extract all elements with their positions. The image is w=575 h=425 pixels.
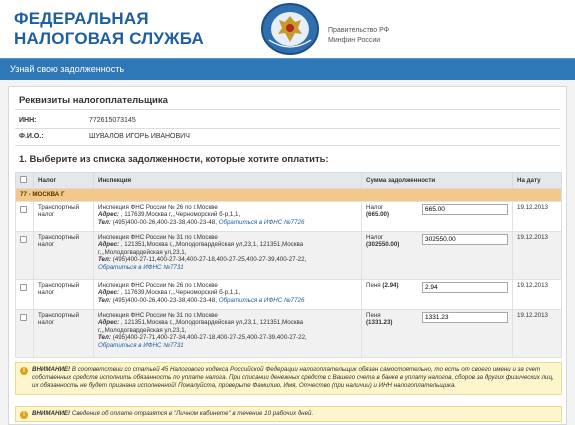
- warning-lead: ВНИМАНИЕ!: [32, 410, 71, 417]
- row-checkbox[interactable]: [20, 236, 27, 243]
- address-label: Адрес:: [98, 211, 120, 218]
- row-select-cell: [16, 201, 34, 231]
- inspection-name: Инспекция ФНС России № 31 по г.Москве: [98, 311, 218, 319]
- step-title: 1. Выберите из списка задолженности, которые хотите оплатить:: [19, 154, 329, 165]
- divider: [15, 109, 560, 110]
- sum-type: Пеня: [366, 311, 381, 319]
- payment-amount-input[interactable]: [422, 282, 508, 293]
- warning-text: Сведения об оплате отразятся в "Личном кабинете" в течение 10 рабочих дней.: [71, 410, 314, 417]
- divider: [15, 145, 560, 146]
- sum-cell: [362, 231, 513, 279]
- row-select-cell: [16, 279, 34, 309]
- tax-name: Транспортный налог: [34, 201, 94, 231]
- divider: [15, 128, 560, 129]
- site-logo-text[interactable]: [14, 9, 204, 49]
- table-row: [16, 201, 562, 231]
- sum-type: Налог: [366, 203, 384, 211]
- tel-label: Тел:: [98, 296, 111, 304]
- warning-icon: !: [20, 367, 28, 375]
- sum-amount: (2.94): [382, 281, 399, 289]
- table-row: [16, 309, 562, 357]
- select-all-checkbox[interactable]: [20, 176, 27, 183]
- row-select-cell: [16, 309, 34, 357]
- sum-amount: (665.00): [366, 211, 390, 218]
- tel-label: Тел:: [98, 218, 111, 226]
- sum-type: Пеня: [366, 281, 381, 289]
- brand-line-1: ФЕДЕРАЛЬНАЯ: [14, 9, 149, 28]
- inn-value: 772615073145: [89, 117, 136, 124]
- table-header-row: [16, 173, 562, 189]
- address-label: Адрес:: [98, 319, 120, 326]
- select-all-header: [16, 173, 34, 189]
- brand-line-2: НАЛОГОВАЯ СЛУЖБА: [14, 29, 204, 48]
- inspection-address: , 121351,Москва г,,,Молодогвардейская ул,23,1, 121351,Москва г,,,Молодогвардейская ул,23,1,: [98, 241, 304, 256]
- inspection-phone: (495)400-00-26,400-23-38,400-23-48,: [112, 218, 217, 226]
- debt-date: 19.12.2013: [513, 201, 562, 231]
- table-row: [16, 231, 562, 279]
- sum-cell: [362, 279, 513, 309]
- payment-amount-input[interactable]: [422, 234, 508, 245]
- government-links: [328, 26, 389, 46]
- region-label: 77 - МОСКВА Г: [16, 189, 562, 202]
- column-header-inspection: Инспекция: [94, 173, 362, 189]
- tax-name: Транспортный налог: [34, 279, 94, 309]
- row-checkbox[interactable]: [20, 284, 27, 291]
- debt-date: 19.12.2013: [513, 279, 562, 309]
- region-row: [16, 189, 562, 202]
- inspection-phone: (495)400-27-11,400-27-34,400-27-18,400-27-25,400-27-39,400-27-22,: [112, 256, 307, 263]
- row-select-cell: [16, 231, 34, 279]
- sum-amount: (302550.00): [366, 241, 400, 248]
- fio-label: Ф.И.О.:: [19, 133, 44, 140]
- contact-inspection-link[interactable]: Обратиться в ИФНС №7726: [218, 218, 305, 226]
- row-checkbox[interactable]: [20, 206, 27, 213]
- column-header-sum: Сумма задолженности: [362, 173, 513, 189]
- inspection-address: , 117639,Москва г,,,Черноморский б-р,1,1,: [120, 289, 241, 296]
- sum-amount: (1331.23): [366, 319, 393, 326]
- site-header: [0, 0, 575, 58]
- inspection-cell: [94, 201, 362, 231]
- inspection-cell: [94, 231, 362, 279]
- inspection-address: , 117639,Москва г,,,Черноморский б-р,1,1,: [120, 211, 241, 218]
- inspection-name: Инспекция ФНС России № 26 по г.Москве: [98, 281, 218, 289]
- address-label: Адрес:: [98, 241, 120, 248]
- column-header-date: На дату: [513, 173, 562, 189]
- service-title-bar: [0, 58, 575, 80]
- sum-type: Налог: [366, 233, 384, 241]
- sum-cell: [362, 309, 513, 357]
- inspection-name: Инспекция ФНС России № 26 по г.Москве: [98, 203, 218, 211]
- sum-cell: [362, 201, 513, 231]
- tax-name: Транспортный налог: [34, 309, 94, 357]
- inspection-name: Инспекция ФНС России № 31 по г.Москве: [98, 233, 218, 241]
- contact-inspection-link[interactable]: Обратиться в ИФНС №7731: [98, 263, 184, 271]
- payment-amount-input[interactable]: [422, 204, 508, 215]
- inspection-cell: [94, 279, 362, 309]
- address-label: Адрес:: [98, 289, 120, 296]
- tax-law-warning: [15, 362, 562, 395]
- debt-date: 19.12.2013: [513, 231, 562, 279]
- tel-label: Тел:: [98, 334, 111, 341]
- warning-text: В соответствии со статьей 45 Налогового кодекса Российской Федерации налогоплательщик обязан самостоятельно, то есть от своего имени и за счет собственных средств исполнить обязанность по уплате налога. При списании денежных средств с Вашего счета в банке в уплату налогов, сборов за других физических лиц, их обязанность не будет признана исполненной! Пожалуйста, проверьте Фамилию, Имя, Отчество (при наличии) и ИНН налогоплательщика.: [32, 366, 554, 390]
- debt-date: 19.12.2013: [513, 309, 562, 357]
- fns-emblem-icon: [257, 2, 323, 56]
- service-title: Узнай свою задолженность: [10, 64, 125, 74]
- warning-icon: !: [20, 411, 28, 419]
- gov-link[interactable]: Правительство РФ: [328, 27, 390, 34]
- minfin-link[interactable]: Минфин России: [328, 37, 381, 44]
- inn-label: ИНН:: [19, 117, 37, 124]
- column-header-tax: Налог: [34, 173, 94, 189]
- payment-info-warning: [15, 406, 562, 422]
- tel-label: Тел:: [98, 256, 111, 263]
- warning-lead: ВНИМАНИЕ!: [32, 366, 71, 373]
- payment-amount-input[interactable]: [422, 312, 508, 323]
- debt-table: [15, 172, 562, 358]
- contact-inspection-link[interactable]: Обратиться в ИФНС №7726: [218, 296, 305, 304]
- row-checkbox[interactable]: [20, 314, 27, 321]
- fio-value: ШУВАЛОВ ИГОРЬ ИВАНОВИЧ: [89, 133, 190, 140]
- inspection-phone: (495)400-27-71,400-27-34,400-27-18,400-27-25,400-27-39,400-27-22,: [112, 334, 307, 341]
- inspection-cell: [94, 309, 362, 357]
- inspection-phone: (495)400-00-26,400-23-38,400-23-48,: [112, 296, 217, 304]
- main-panel: [8, 86, 567, 425]
- contact-inspection-link[interactable]: Обратиться в ИФНС №7731: [98, 341, 184, 349]
- taxpayer-section-title: Реквизиты налогоплательщика: [19, 95, 168, 106]
- inspection-address: , 121351,Москва г,,,Молодогвардейская ул,23,1, 121351,Москва г,,,Молодогвардейская ул,23,1,: [98, 319, 304, 334]
- table-row: [16, 279, 562, 309]
- tax-name: Транспортный налог: [34, 231, 94, 279]
